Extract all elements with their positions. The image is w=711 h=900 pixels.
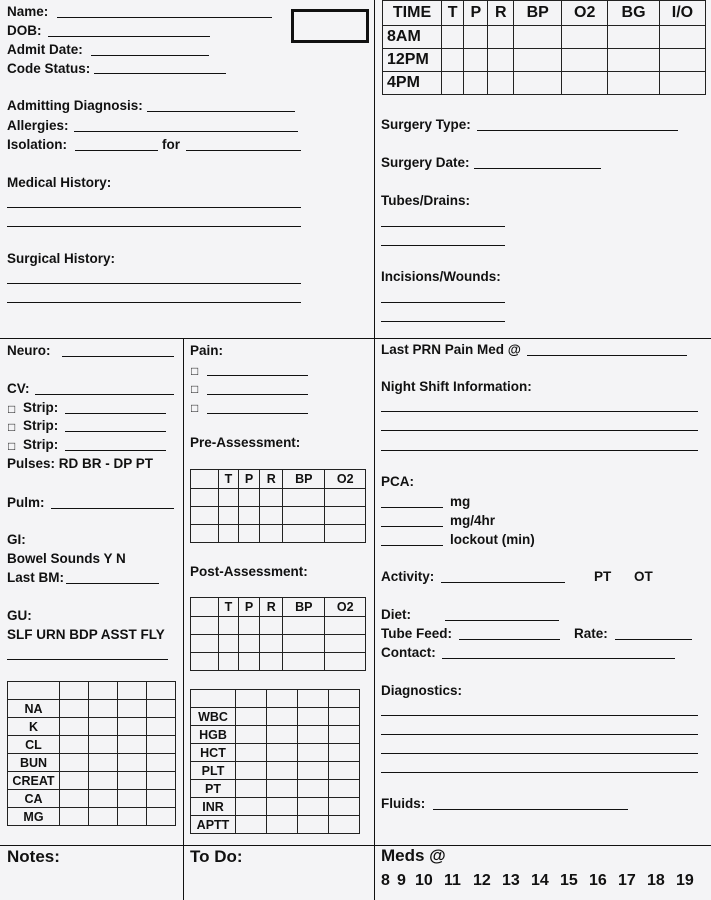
neuro-label: Neuro:	[7, 343, 51, 358]
pain-label: Pain:	[190, 343, 224, 358]
diagnostics-line-1[interactable]	[381, 715, 698, 716]
lab-label: HCT	[191, 744, 236, 762]
pre-header: R	[260, 470, 283, 489]
pre-header: BP	[283, 470, 325, 489]
admit-date-label: Admit Date:	[7, 42, 83, 57]
divider-horizontal-mid	[0, 338, 711, 339]
diagnostics-line-4[interactable]	[381, 772, 698, 773]
pain-checkbox-2[interactable]: □	[191, 382, 199, 396]
meds-label: Meds @	[381, 846, 446, 865]
strip-field-3[interactable]	[65, 450, 166, 451]
activity-field[interactable]	[441, 582, 565, 583]
pca-mg4hr-label: mg/4hr	[450, 513, 496, 528]
med-hour: 11	[444, 872, 461, 889]
pca-label: PCA:	[381, 474, 414, 489]
strip-checkbox-1[interactable]: □	[8, 402, 16, 416]
vitals-header: O2	[562, 1, 608, 26]
lab-label: PT	[191, 780, 236, 798]
pre-header: O2	[325, 470, 366, 489]
code-status-label: Code Status:	[7, 61, 91, 76]
rate-field[interactable]	[615, 639, 692, 640]
vitals-header: R	[488, 1, 514, 26]
admitting-diagnosis-field[interactable]	[147, 111, 295, 112]
diagnostics-line-2[interactable]	[381, 734, 698, 735]
vitals-row	[383, 72, 706, 95]
medical-history-label: Medical History:	[7, 175, 112, 190]
last-bm-field[interactable]	[66, 583, 159, 584]
gu-label: GU:	[7, 608, 32, 623]
neuro-field[interactable]	[62, 356, 174, 357]
med-hour: 15	[560, 872, 578, 889]
divider-horizontal-footer	[0, 845, 711, 846]
dob-label: DOB:	[7, 23, 42, 38]
post-header: P	[238, 598, 259, 617]
night-shift-label: Night Shift Information:	[381, 379, 532, 394]
cv-label: CV:	[7, 381, 30, 396]
lab-label: CL	[8, 736, 60, 754]
last-prn-label: Last PRN Pain Med @	[381, 342, 521, 357]
med-hour: 12	[473, 872, 491, 889]
isolation-for-label: for	[162, 137, 180, 152]
vitals-header: T	[442, 1, 464, 26]
allergies-field[interactable]	[74, 131, 298, 132]
vitals-time: 4PM	[383, 72, 442, 95]
med-hour: 17	[618, 872, 636, 889]
divider-vertical-left	[183, 338, 184, 900]
fluids-label: Fluids:	[381, 796, 426, 811]
room-box[interactable]	[291, 9, 369, 43]
strip-label-2: Strip:	[23, 418, 59, 433]
pre-assessment-label: Pre-Assessment:	[190, 435, 301, 450]
pca-mg-field[interactable]	[381, 507, 443, 508]
vitals-header-row	[383, 1, 706, 26]
strip-checkbox-3[interactable]: □	[8, 439, 16, 453]
vitals-table	[382, 0, 706, 95]
vitals-row	[383, 26, 706, 49]
pca-lockout-field[interactable]	[381, 545, 443, 546]
last-bm-label: Last BM:	[7, 570, 64, 585]
dob-field[interactable]	[48, 36, 210, 37]
activity-label: Activity:	[381, 569, 435, 584]
isolation-for-field[interactable]	[186, 150, 301, 151]
vitals-header: I/O	[659, 1, 705, 26]
surgery-type-field[interactable]	[477, 130, 678, 131]
lab-label: WBC	[191, 708, 236, 726]
pain-field-2[interactable]	[207, 394, 308, 395]
pre-assessment-table	[190, 469, 366, 543]
isolation-field[interactable]	[75, 150, 158, 151]
diet-field[interactable]	[445, 620, 559, 621]
night-shift-line-1[interactable]	[381, 411, 698, 412]
notes-label: Notes:	[7, 847, 60, 866]
medical-history-line-1[interactable]	[7, 207, 301, 208]
tube-feed-label: Tube Feed:	[381, 626, 453, 641]
cv-field[interactable]	[35, 394, 174, 395]
tubes-drains-label: Tubes/Drains:	[381, 193, 471, 208]
allergies-label: Allergies:	[7, 118, 69, 133]
lab-label: NA	[8, 700, 60, 718]
medical-history-line-2[interactable]	[7, 226, 301, 227]
isolation-label: Isolation:	[7, 137, 67, 152]
todo-label: To Do:	[190, 847, 243, 866]
gu-options: SLF URN BDP ASST FLY	[7, 627, 165, 642]
pain-checkbox-3[interactable]: □	[191, 401, 199, 415]
divider-vertical-footer	[374, 845, 375, 900]
pca-mg4hr-field[interactable]	[381, 526, 443, 527]
med-hour: 19	[676, 872, 694, 889]
pain-checkbox-1[interactable]: □	[191, 364, 199, 378]
pain-field-1[interactable]	[207, 375, 308, 376]
lab-label: HGB	[191, 726, 236, 744]
fluids-field[interactable]	[433, 809, 628, 810]
vitals-time: 12PM	[383, 49, 442, 72]
night-shift-line-3[interactable]	[381, 450, 698, 451]
post-header: O2	[325, 598, 366, 617]
pca-lockout-label: lockout (min)	[450, 532, 535, 547]
incisions-wounds-label: Incisions/Wounds:	[381, 269, 501, 284]
surgery-date-field[interactable]	[474, 168, 601, 169]
lab-label: CA	[8, 790, 60, 808]
divider-vertical-main	[374, 0, 375, 845]
lab-label: PLT	[191, 762, 236, 780]
strip-field-2[interactable]	[65, 431, 166, 432]
contact-field[interactable]	[442, 658, 675, 659]
last-prn-field[interactable]	[527, 355, 687, 356]
post-assessment-label: Post-Assessment:	[190, 564, 308, 579]
med-hour: 16	[589, 872, 607, 889]
admitting-diagnosis-label: Admitting Diagnosis:	[7, 98, 143, 113]
rate-label: Rate:	[574, 626, 608, 641]
surgery-type-label: Surgery Type:	[381, 117, 471, 132]
surgery-date-label: Surgery Date:	[381, 155, 470, 170]
tube-feed-field[interactable]	[459, 639, 560, 640]
pulses-label: Pulses: RD BR - DP PT	[7, 456, 154, 471]
strip-label-3: Strip:	[23, 437, 59, 452]
pain-field-3[interactable]	[207, 413, 308, 414]
pca-mg-label: mg	[450, 494, 471, 509]
pre-header: T	[219, 470, 239, 489]
med-hour: 9	[397, 872, 406, 889]
post-header: BP	[283, 598, 325, 617]
gi-label: GI:	[7, 532, 26, 547]
vitals-header: BG	[608, 1, 660, 26]
post-header: R	[260, 598, 283, 617]
strip-field-1[interactable]	[65, 413, 166, 414]
lab-label: MG	[8, 808, 60, 826]
post-header: T	[219, 598, 239, 617]
diet-label: Diet:	[381, 607, 411, 622]
incisions-wounds-line-1[interactable]	[381, 302, 505, 303]
meds-hours	[381, 872, 706, 890]
surgical-history-label: Surgical History:	[7, 251, 116, 266]
surgical-history-line-2[interactable]	[7, 302, 301, 303]
labs-table-left	[7, 681, 176, 826]
contact-label: Contact:	[381, 645, 436, 660]
gu-field[interactable]	[7, 659, 168, 660]
vitals-row	[383, 49, 706, 72]
lab-label: APTT	[191, 816, 236, 834]
lab-label: K	[8, 718, 60, 736]
med-hour: 14	[531, 872, 549, 889]
lab-label: BUN	[8, 754, 60, 772]
vitals-header: BP	[514, 1, 562, 26]
labs-table-mid	[190, 689, 360, 834]
name-label: Name:	[7, 4, 49, 19]
name-field[interactable]	[57, 17, 272, 18]
post-assessment-table	[190, 597, 366, 671]
vitals-header: P	[464, 1, 488, 26]
admit-date-field[interactable]	[91, 55, 209, 56]
med-hour: 13	[502, 872, 520, 889]
strip-checkbox-2[interactable]: □	[8, 420, 16, 434]
night-shift-line-2[interactable]	[381, 430, 698, 431]
tubes-drains-line-1[interactable]	[381, 226, 505, 227]
incisions-wounds-line-2[interactable]	[381, 321, 505, 322]
pulm-label: Pulm:	[7, 495, 45, 510]
strip-label-1: Strip:	[23, 400, 59, 415]
lab-label: CREAT	[8, 772, 60, 790]
ot-label: OT	[634, 569, 653, 584]
diagnostics-line-3[interactable]	[381, 753, 698, 754]
bowel-sounds-label: Bowel Sounds Y N	[7, 551, 126, 566]
lab-label: INR	[191, 798, 236, 816]
vitals-time: 8AM	[383, 26, 442, 49]
med-hour: 18	[647, 872, 665, 889]
pulm-field[interactable]	[51, 508, 174, 509]
pt-label: PT	[594, 569, 612, 584]
tubes-drains-line-2[interactable]	[381, 245, 505, 246]
med-hour: 10	[415, 872, 433, 889]
diagnostics-label: Diagnostics:	[381, 683, 463, 698]
med-hour: 8	[381, 872, 390, 889]
surgical-history-line-1[interactable]	[7, 283, 301, 284]
vitals-header: TIME	[383, 1, 442, 26]
code-status-field[interactable]	[94, 73, 226, 74]
pre-header: P	[238, 470, 259, 489]
